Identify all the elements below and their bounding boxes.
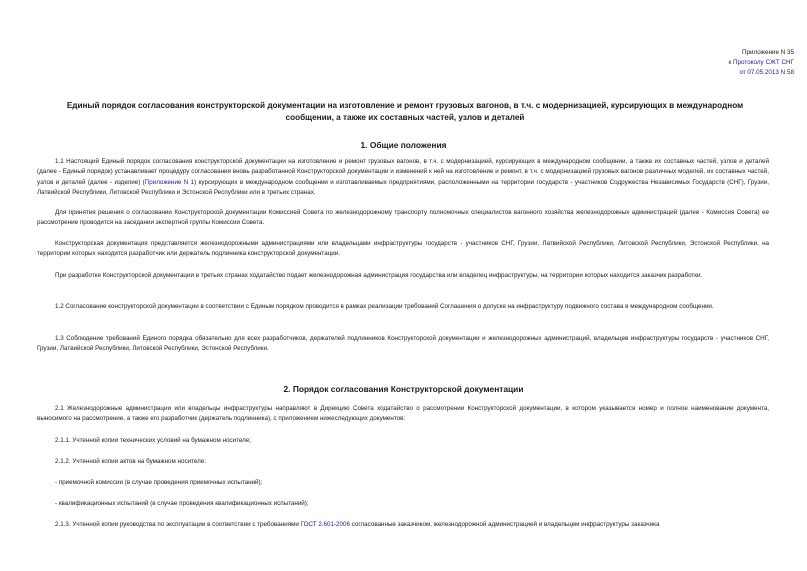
paragraph-2-1-3-text-start: 2.1.3. Учтенной копии руководства по эксплуатации в соответствии с требованиями (55, 521, 301, 528)
paragraph-1-1 (37, 157, 769, 199)
paragraph-documentation-submission: Конструкторская документация представляется железнодорожными администрациями или владельцами инфраструктуры государств - участников СНГ, Грузии, Латвийской Республики, Литовской Республики, Эстонской Республики, на территории которых находится разработчик или держатель подлинника конструкторской документации. (37, 240, 769, 258)
protocol-link[interactable]: к Протоколу СЖТ СНГ (728, 59, 794, 66)
appendix-number: Приложение N 35 (742, 49, 794, 56)
paragraph-third-countries: При разработке Конструкторской документации в третьих странах ходатайство подает железнодорожная администрация государства или владелец инфраструктуры, на территории которых находится заказчик разработки. (55, 272, 703, 279)
section-1-heading: 1. Общие положения (360, 140, 447, 150)
paragraph-2-1-1: 2.1.1. Учтенной копии технических условий на бумажном носителе; (55, 437, 251, 444)
paragraph-2-1-2: 2.1.2. Учтенной копии актов на бумажном носителе: (55, 458, 207, 465)
paragraph-2-1-3-text-end: согласованные заказчиком, железнодорожной администрацией и владельцем инфраструктуры заказчика (349, 521, 660, 528)
protocol-date-link[interactable]: от 07.05.2013 N 58 (739, 69, 794, 76)
appendix-reference (728, 48, 794, 78)
paragraph-commission: Для принятия решения о согласовании Конструкторской документации Комиссией Совета по железнодорожному транспорту полномочных специалистов вагонного хозяйства железнодорожных администраций (далее - Комиссия Совета) ее рассмотрение проводится на заседании экспертной группы Комиссии Совета. (37, 209, 769, 227)
paragraph-1-1-text-end: ) курсирующих в международном сообщении и изготавливаемых предприятиями, расположенными на территории государств - участников Содружества Независимых Государств (СНГ), Грузии, Латвийской Республики, Литовской Республики и Эстонской Республики или в третьих странах. (37, 178, 770, 197)
document-title: Единый порядок согласования конструкторской документации на изготовление и ремонт грузовых вагонов, в т.ч. с модернизацией, курсирующих в международном сообщении, а также их составных частей, узлов и деталей (66, 101, 744, 122)
list-item-qualification: - квалификационных испытаний (в случае проведения квалификационных испытаний); (55, 500, 309, 507)
paragraph-1-1-text-start: 1.1 Настоящий Единый порядок согласования конструкторской документации на изготовление и ремонт грузовых вагонов, в т.ч. с модернизацией, курсирующих в международном сообщении, а также их составных частей, узлов и деталей (далее - Единый порядок) устанавливает процедуру согласования вновь разработанной Конструкторской документации и изменений к ней на изготовление и ремонт, в т.ч. с модернизацией грузовых вагонов различных моделей, их составных частей, узлов и деталей (далее - изделие) ( (37, 158, 769, 186)
appendix-1-link[interactable]: Приложение N 1 (144, 178, 195, 186)
section-2-heading: 2. Порядок согласования Конструкторской документации (283, 384, 524, 394)
paragraph-1-3: 1.3 Соблюдение требований Единого порядка обязательно для всех разработчиков, держателей подлинников Конструкторской документации и железнодорожных администраций, владельцев инфраструктуры государств - участников СНГ, Грузии, Латвийской Республики, Литовской Республики, Эстонской Республики. (37, 335, 769, 353)
list-item-acceptance: - приемочной комиссии (в случае проведения приемочных испытаний); (55, 479, 263, 486)
paragraph-2-1-3 (37, 520, 769, 530)
gost-link[interactable]: ГОСТ 2.601-2006 (300, 521, 350, 528)
paragraph-1-2: 1.2 Согласование конструкторской документации в соответствии с Единым порядком проводится в рамках реализации требований Соглашения о допуске на инфраструктуру подвижного состава в международном сообщении. (55, 303, 714, 310)
paragraph-2-1: 2.1 Железнодорожные администрации или владельцы инфраструктуры направляют в Дирекцию Совета ходатайство о рассмотрении Конструкторской документации, в котором указывается номер и полное наименование документа, выносимого на рассмотрение, а также его разработчик (держатель подлинника), с приложением нижеследующих документов: (37, 405, 769, 423)
